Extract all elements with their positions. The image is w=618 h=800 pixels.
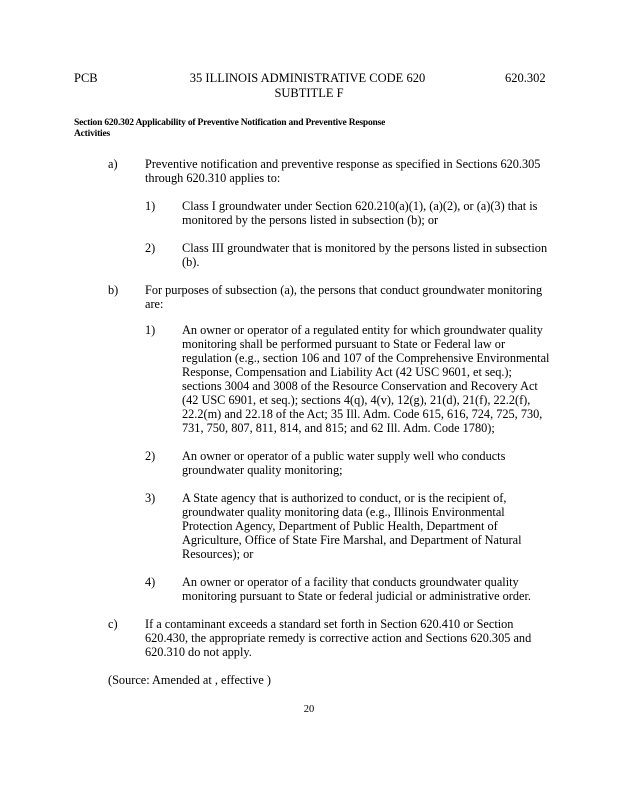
text-line: 620.310 do not apply. <box>145 645 252 659</box>
header-section-number: 620.302 <box>505 71 546 85</box>
text-line: Agriculture, Office of State Fire Marshal, and Department of Natural <box>182 533 522 547</box>
text-line: (42 USC 6901, et seq.); sections 4(q), 4(v), 12(g), 21(d), 21(f), 22.2(f), <box>182 393 531 407</box>
text-line: groundwater quality monitoring; <box>182 463 343 477</box>
item-b3-label: 3) <box>145 491 156 505</box>
text-line: Resources); or <box>182 547 254 561</box>
item-b2-text <box>182 449 505 477</box>
text-line: monitoring shall be performed pursuant to State or Federal law or <box>182 337 506 351</box>
subsection-c-label: c) <box>108 617 118 631</box>
item-b2-label: 2) <box>145 449 156 463</box>
item-b4-text <box>182 575 531 603</box>
text-line: Class I groundwater under Section 620.210(a)(1), (a)(2), or (a)(3) that is <box>182 199 538 213</box>
section-title <box>74 118 385 140</box>
section-title-line1: Section 620.302 Applicability of Preventive Notification and Preventive Response <box>74 118 386 128</box>
text-line: 620.430, the appropriate remedy is corrective action and Sections 620.305 and <box>145 631 532 645</box>
item-b1-text <box>182 323 549 435</box>
text-line: An owner or operator of a public water supply well who conducts <box>182 449 506 463</box>
text-line: monitoring pursuant to State or federal judicial or administrative order. <box>182 589 532 603</box>
subsection-b-text <box>145 283 542 311</box>
text-line: An owner or operator of a regulated entity for which groundwater quality <box>182 323 543 337</box>
text-line: Class III groundwater that is monitored by the persons listed in subsection <box>182 241 548 255</box>
item-a2-text <box>182 241 547 269</box>
header-title-line1: 35 ILLINOIS ADMINISTRATIVE CODE 620 <box>189 71 426 85</box>
subsection-a-label: a) <box>108 157 118 171</box>
text-line: monitored by the persons listed in subsection (b); or <box>182 213 439 227</box>
text-line: If a contaminant exceeds a standard set forth in Section 620.410 or Section <box>145 617 514 631</box>
item-a1-label: 1) <box>145 199 156 213</box>
text-line: Protection Agency, Department of Public Health, Department of <box>182 519 498 533</box>
text-line: Response, Compensation and Liability Act (42 USC 9601, et seq.); <box>182 365 512 379</box>
text-line: An owner or operator of a facility that conducts groundwater quality <box>182 575 519 589</box>
header-title-line2: SUBTITLE F <box>274 86 344 100</box>
page-number: 20 <box>303 704 315 715</box>
text-line: through 620.310 applies to: <box>145 171 281 185</box>
item-a1-text <box>182 199 537 227</box>
subsection-a-text <box>145 157 540 185</box>
item-b1-label: 1) <box>145 323 156 337</box>
text-line: For purposes of subsection (a), the persons that conduct groundwater monitoring <box>145 283 543 297</box>
text-line: A State agency that is authorized to conduct, or is the recipient of, <box>182 491 507 505</box>
text-line: (b). <box>182 255 200 269</box>
text-line: groundwater quality monitoring data (e.g., Illinois Environmental <box>182 505 505 519</box>
source-note: (Source: Amended at , effective ) <box>108 673 271 687</box>
text-line: Preventive notification and preventive response as specified in Sections 620.305 <box>145 157 541 171</box>
text-line: 22.2(m) and 22.18 of the Act; 35 Ill. Adm. Code 615, 616, 724, 725, 730, <box>182 407 543 421</box>
subsection-c-text <box>145 617 531 659</box>
section-title-line2: Activities <box>74 129 110 139</box>
text-line: are: <box>145 297 164 311</box>
item-a2-label: 2) <box>145 241 156 255</box>
item-b4-label: 4) <box>145 575 156 589</box>
text-line: sections 3004 and 3008 of the Resource Conservation and Recovery Act <box>182 379 538 393</box>
text-line: regulation (e.g., section 106 and 107 of the Comprehensive Environmental <box>182 351 550 365</box>
item-b3-text <box>182 491 522 561</box>
header-left: PCB <box>74 71 98 85</box>
subsection-b-label: b) <box>108 283 119 297</box>
text-line: 731, 750, 807, 811, 814, and 815; and 62 Ill. Adm. Code 1780); <box>182 421 495 435</box>
